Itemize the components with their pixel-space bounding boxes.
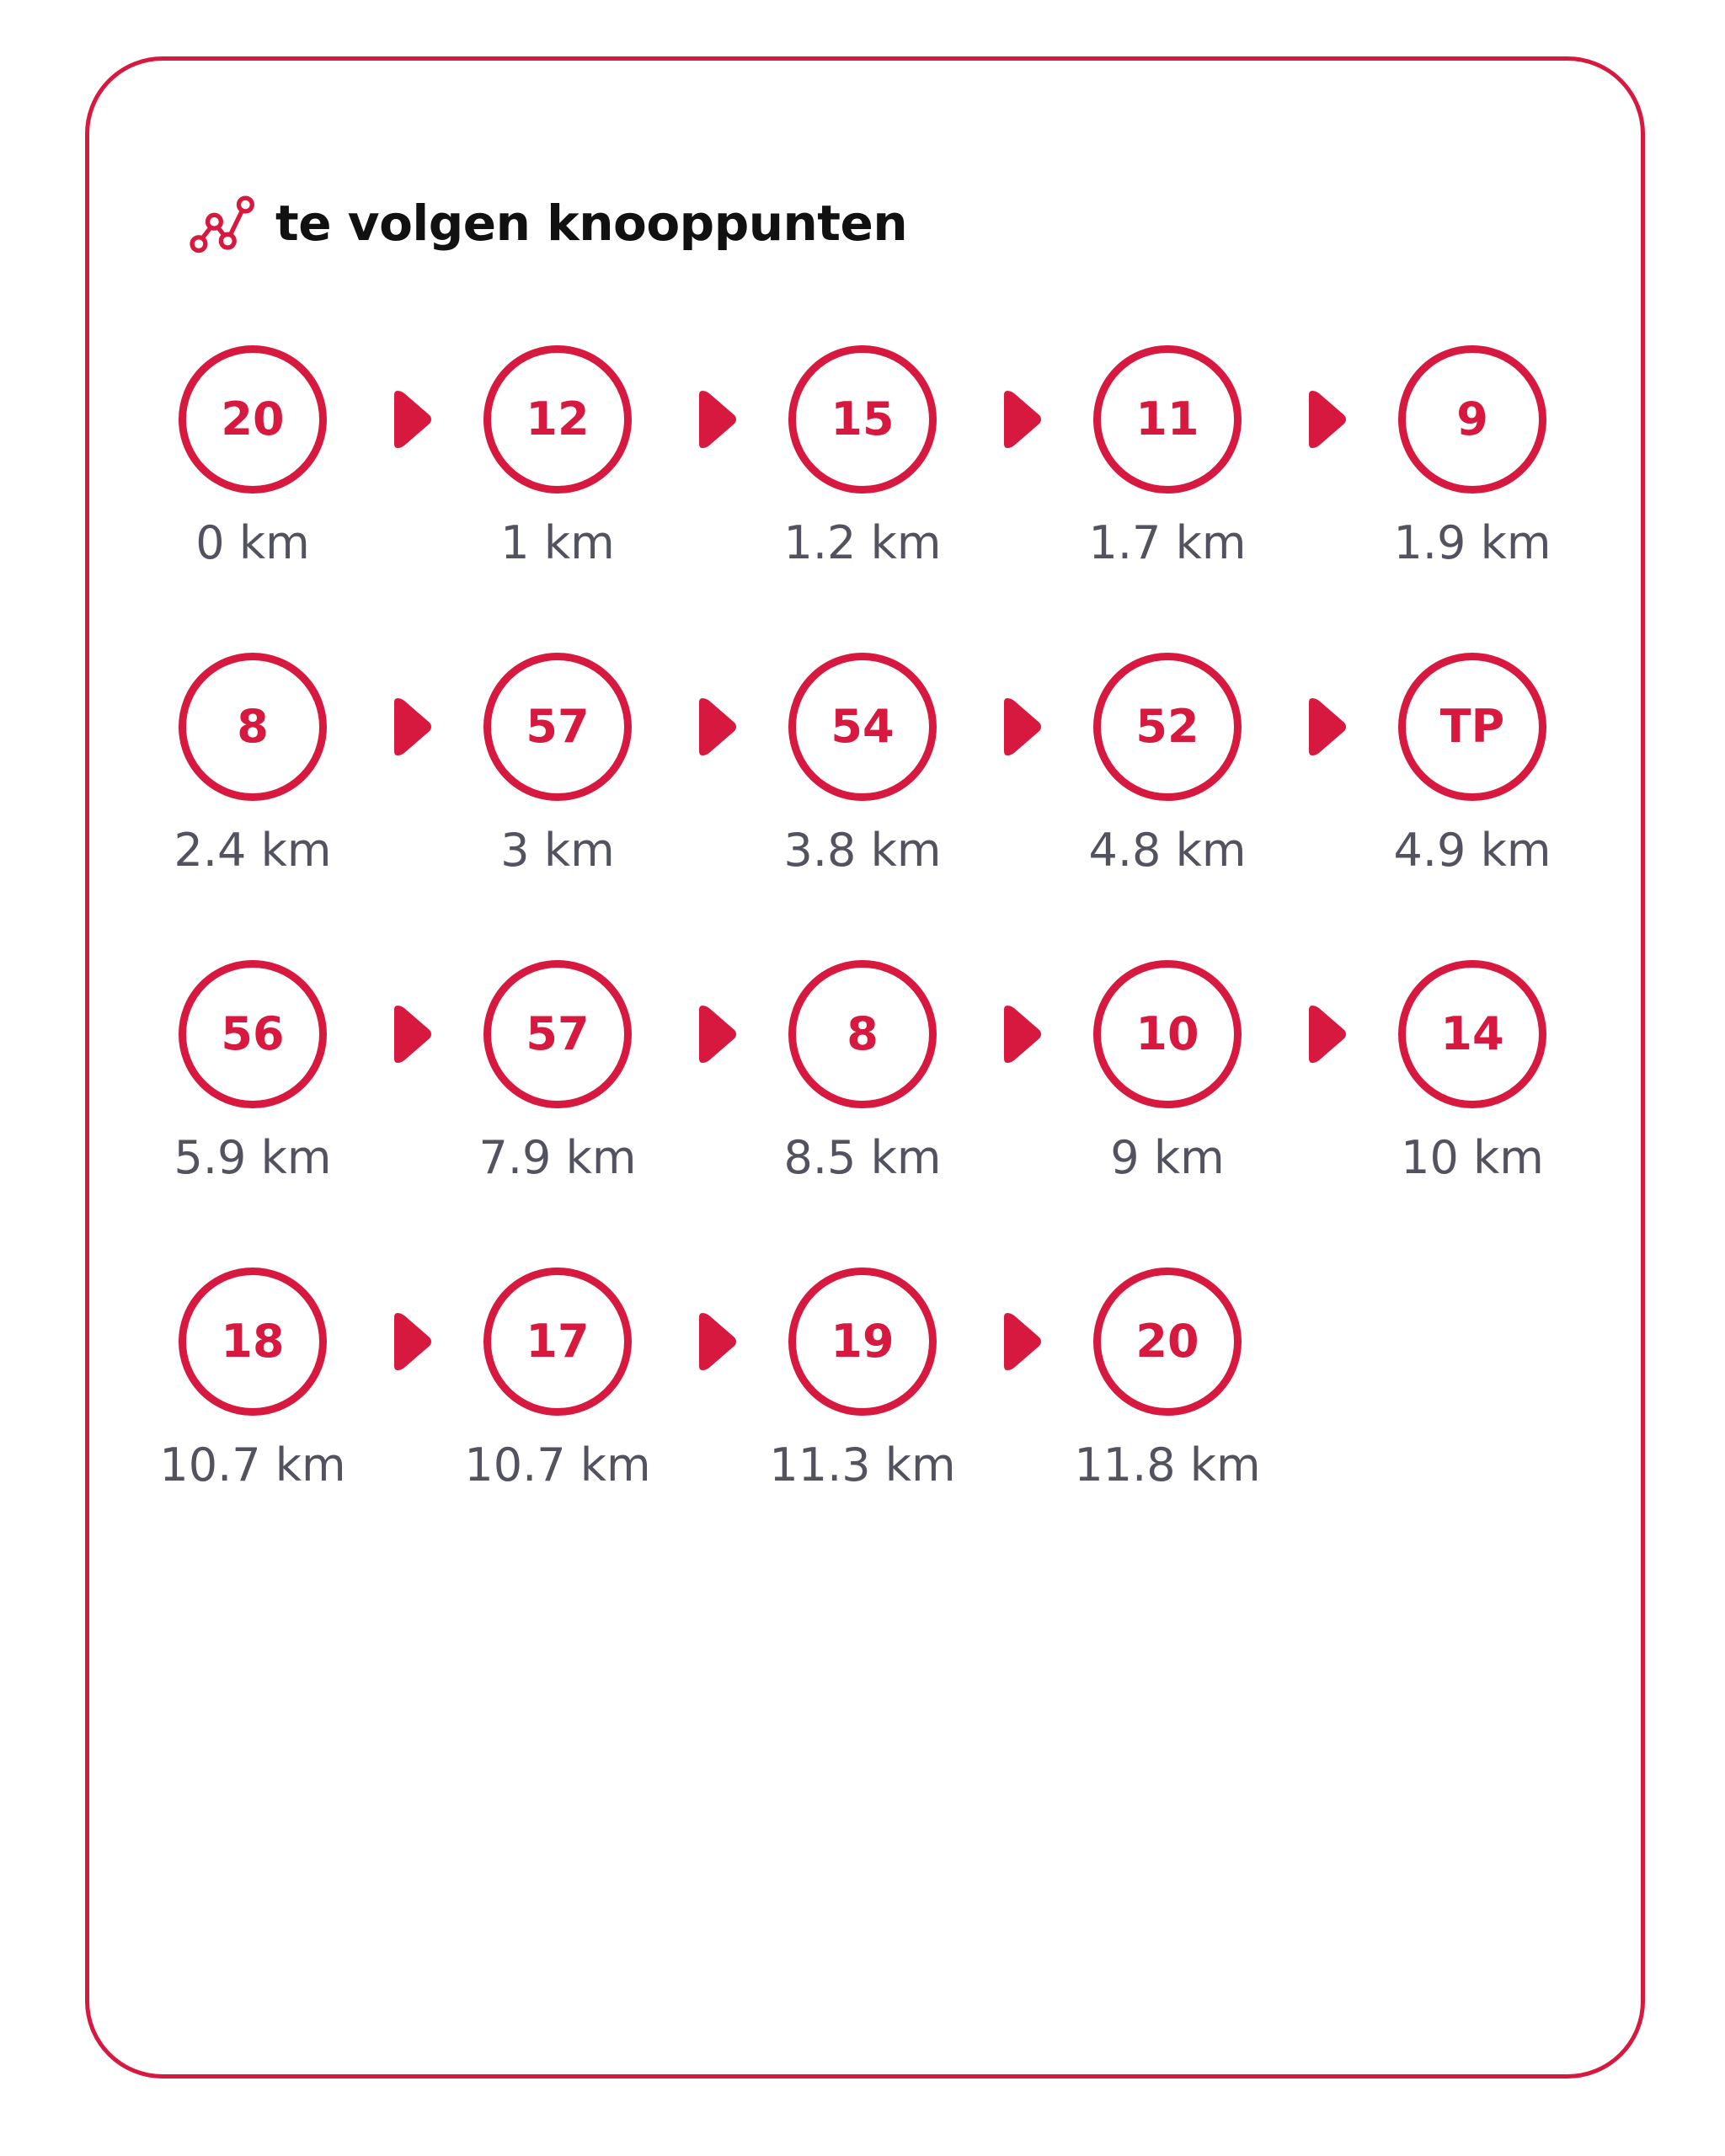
node-badge: [1398, 960, 1546, 1108]
node-distance: 7.9 km: [478, 1131, 637, 1184]
next-arrow-icon: [1002, 387, 1044, 451]
node-distance: 10.7 km: [464, 1438, 651, 1492]
node-badge: [1398, 653, 1546, 801]
node-distance: 1.7 km: [1088, 516, 1247, 569]
node-number: 18: [221, 1315, 285, 1368]
node-distance: 10.7 km: [159, 1438, 346, 1492]
route-node: [148, 960, 367, 1213]
node-badge: [1093, 960, 1242, 1108]
node-badge: [788, 960, 937, 1108]
route-node: [1063, 1267, 1282, 1520]
next-arrow-icon: [1002, 695, 1044, 759]
next-arrow-icon: [393, 695, 435, 759]
node-badge: [788, 1267, 937, 1416]
node-number: 54: [830, 700, 895, 753]
node-distance: 1.2 km: [783, 516, 942, 569]
node-badge: [483, 960, 632, 1108]
node-number: 10: [1135, 1007, 1199, 1060]
route-node: [758, 345, 977, 598]
route-node: [1368, 345, 1587, 598]
node-badge: [1093, 653, 1242, 801]
node-number: 57: [526, 700, 590, 753]
route-node: [1063, 653, 1282, 905]
node-distance: 11.8 km: [1074, 1438, 1261, 1492]
node-number: 15: [830, 392, 895, 446]
node-distance: 2.4 km: [174, 824, 332, 877]
node-distance: 3 km: [500, 824, 615, 877]
next-arrow-icon: [1002, 1002, 1044, 1066]
node-number: 17: [526, 1315, 590, 1368]
route-node: [453, 1267, 672, 1520]
node-distance: 4.8 km: [1088, 824, 1247, 877]
node-distance: 0 km: [195, 516, 310, 569]
node-distance: 10 km: [1401, 1131, 1544, 1184]
route-node: [1368, 960, 1587, 1213]
node-badge: [179, 653, 327, 801]
page-title: te volgen knooppunten: [275, 195, 908, 252]
node-distance: 11.3 km: [769, 1438, 956, 1492]
card-header: [186, 177, 907, 270]
route-node: [453, 345, 672, 598]
route-node: [758, 960, 977, 1213]
node-badge: [1093, 345, 1242, 494]
node-badge: [179, 345, 327, 494]
next-arrow-icon: [697, 1002, 740, 1066]
route-node: [1063, 345, 1282, 598]
node-badge: [1398, 345, 1546, 494]
next-arrow-icon: [1307, 695, 1349, 759]
next-arrow-icon: [393, 1002, 435, 1066]
route-node: [453, 653, 672, 905]
node-badge: [788, 345, 937, 494]
route-node: [758, 653, 977, 905]
node-number: TP: [1439, 700, 1505, 753]
node-distance: 4.9 km: [1393, 824, 1551, 877]
next-arrow-icon: [697, 695, 740, 759]
node-badge: [483, 653, 632, 801]
node-number: 19: [830, 1315, 895, 1368]
node-number: 8: [237, 700, 269, 753]
next-arrow-icon: [697, 1310, 740, 1374]
node-number: 8: [846, 1007, 879, 1060]
next-arrow-icon: [697, 387, 740, 451]
node-number: 14: [1440, 1007, 1504, 1060]
node-distance: 9 km: [1110, 1131, 1225, 1184]
node-badge: [1093, 1267, 1242, 1416]
node-number: 56: [221, 1007, 285, 1060]
node-distance: 1 km: [500, 516, 615, 569]
route-node: [1368, 653, 1587, 905]
node-distance: 3.8 km: [783, 824, 942, 877]
node-distance: 5.9 km: [174, 1131, 332, 1184]
next-arrow-icon: [1307, 387, 1349, 451]
node-badge: [179, 1267, 327, 1416]
node-badge: [483, 1267, 632, 1416]
route-node: [758, 1267, 977, 1520]
node-distance: 1.9 km: [1393, 516, 1551, 569]
route-node: [148, 1267, 367, 1520]
next-arrow-icon: [1002, 1310, 1044, 1374]
route-node: [1063, 960, 1282, 1213]
next-arrow-icon: [1307, 1002, 1349, 1066]
node-number: 11: [1135, 392, 1199, 446]
route-node: [148, 345, 367, 598]
node-badge: [788, 653, 937, 801]
node-number: 9: [1456, 392, 1488, 446]
next-arrow-icon: [393, 387, 435, 451]
route-nodes-icon: [186, 186, 260, 260]
route-node: [453, 960, 672, 1213]
next-arrow-icon: [393, 1310, 435, 1374]
node-number: 57: [526, 1007, 590, 1060]
node-number: 52: [1135, 700, 1199, 753]
node-number: 20: [221, 392, 285, 446]
node-badge: [179, 960, 327, 1108]
node-number: 12: [526, 392, 590, 446]
node-number: 20: [1135, 1315, 1199, 1368]
node-distance: 8.5 km: [783, 1131, 942, 1184]
node-badge: [483, 345, 632, 494]
route-node: [148, 653, 367, 905]
